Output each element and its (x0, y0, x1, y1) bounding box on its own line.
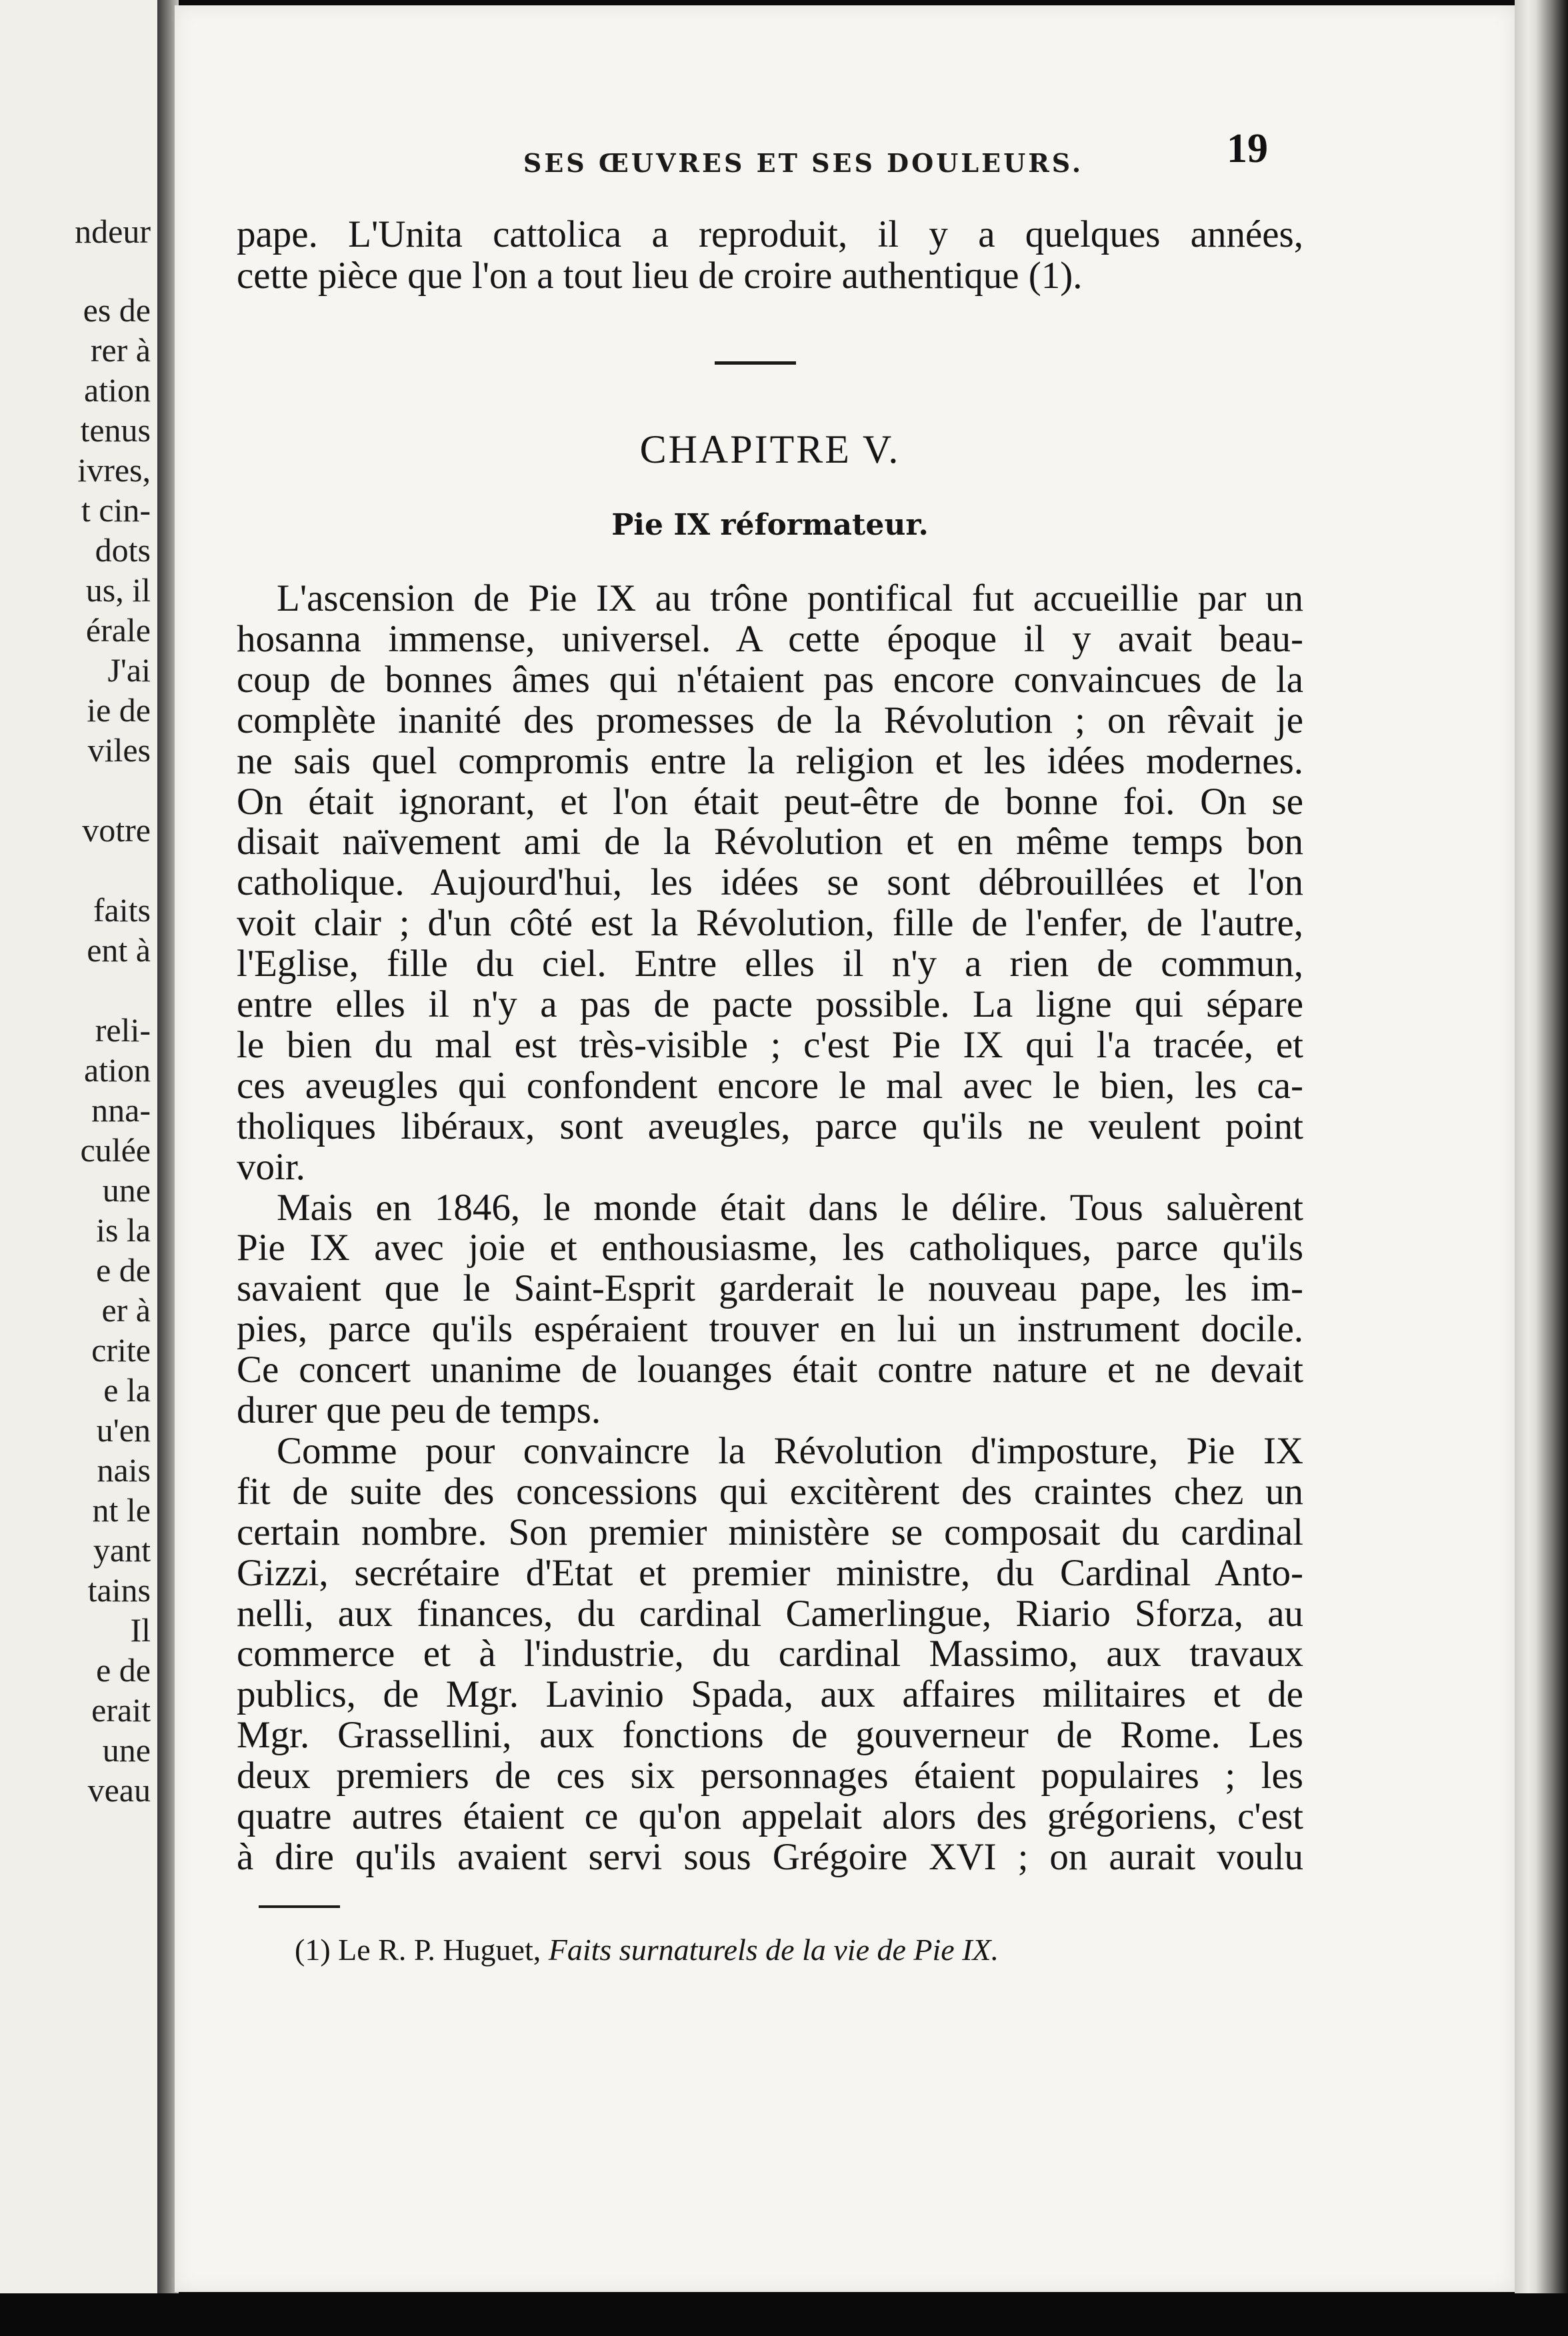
left-page-line: nais (97, 1451, 151, 1489)
left-page-line: e la (103, 1371, 151, 1409)
left-page-line: yant (93, 1531, 151, 1569)
section-divider (715, 361, 796, 365)
section-title: Pie IX réformateur. (611, 508, 929, 542)
left-page-line: une (102, 1171, 151, 1209)
text-line: deux premiers de ces six personnages étaient populaires ; les (237, 1755, 1303, 1797)
left-page-line: faits (93, 891, 151, 929)
left-page-line: nna- (91, 1091, 151, 1129)
text-line: voit clair ; d'un côté est la Révolution, fille de l'enfer, de l'autre, (237, 902, 1303, 944)
text-line: Mgr. Grassellini, aux fonctions de gouverneur de Rome. Les (237, 1714, 1303, 1756)
left-page-line: dots (95, 531, 151, 569)
left-page-line: er à (101, 1291, 151, 1329)
page-edge (1515, 0, 1568, 2336)
left-page-line: votre (82, 811, 151, 849)
text-line: quatre autres étaient ce qu'on appelait alors des grégoriens, c'est (237, 1795, 1303, 1837)
footnote-author: Le R. P. Huguet, (338, 1933, 541, 1967)
left-page-line: J'ai (107, 651, 151, 689)
left-page-line: us, il (85, 571, 151, 609)
left-page-line: ie de (87, 691, 151, 729)
left-page-line: e de (96, 1651, 151, 1689)
text-line: Gizzi, secrétaire d'Etat et premier ministre, du Cardinal Anto- (237, 1552, 1303, 1594)
left-page-fragment (0, 0, 160, 2293)
text-line: commerce et à l'industrie, du cardinal Massimo, aux travaux (237, 1633, 1303, 1675)
text-line: Pie IX avec joie et enthousiasme, les catholiques, parce qu'ils (237, 1227, 1303, 1269)
left-page-line: erait (91, 1691, 151, 1729)
left-page-line: is la (96, 1211, 151, 1249)
text-line: Comme pour convaincre la Révolution d'imposture, Pie IX (277, 1430, 1303, 1472)
left-page-line: Il (130, 1611, 151, 1649)
left-page-line: ivres, (77, 451, 151, 489)
text-line: Ce concert unanime de louanges était contre nature et ne devait (237, 1349, 1303, 1391)
text-line: pape. L'Unita cattolica a reproduit, il y a quelques années, (237, 213, 1303, 255)
text-line: L'ascension de Pie IX au trône pontifical fut accueillie par un (277, 577, 1303, 619)
text-line: fit de suite des concessions qui excitèrent des craintes chez un (237, 1471, 1303, 1513)
text-line: catholique. Aujourd'hui, les idées se sont débrouillées et l'on (237, 861, 1303, 903)
text-line: à dire qu'ils avaient servi sous Grégoire XVI ; on aurait voulu (237, 1836, 1303, 1878)
left-page-line: tains (87, 1571, 151, 1609)
page-number: 19 (1227, 126, 1268, 171)
left-page-line: ent à (87, 931, 151, 969)
chapter-title: CHAPITRE V. (639, 427, 901, 471)
left-page-line: nt le (92, 1491, 151, 1529)
footnote-work: Faits surnaturels de la vie de Pie IX. (548, 1933, 999, 1967)
text-line: savaient que le Saint-Esprit garderait le nouveau pape, les im- (237, 1267, 1303, 1309)
scan-border (0, 2293, 1568, 2336)
left-page-line: culée (80, 1131, 151, 1169)
text-line: Mais en 1846, le monde était dans le délire. Tous saluèrent (277, 1187, 1303, 1229)
text-line: pies, parce qu'ils espéraient trouver en lui un instrument docile. (237, 1308, 1303, 1350)
left-page-line: tenus (80, 411, 151, 449)
text-line: durer que peu de temps. (237, 1389, 601, 1431)
text-line: le bien du mal est très-visible ; c'est Pie IX qui l'a tracée, et (237, 1024, 1303, 1066)
left-page-line: une (102, 1731, 151, 1769)
text-line: l'Eglise, fille du ciel. Entre elles il n'y a rien de commun, (237, 943, 1303, 985)
text-line: ne sais quel compromis entre la religion et les idées modernes. (237, 740, 1303, 782)
text-line: ces aveugles qui confondent encore le mal avec le bien, les ca- (237, 1065, 1303, 1107)
left-page-line: e de (96, 1251, 151, 1289)
left-page-line: reli- (95, 1011, 151, 1049)
text-line: coup de bonnes âmes qui n'étaient pas encore convaincues de la (237, 659, 1303, 701)
left-page-line: veau (87, 1771, 151, 1809)
left-page-line: es de (83, 291, 151, 329)
left-page-line: u'en (96, 1411, 151, 1449)
text-line: nelli, aux finances, du cardinal Camerlingue, Riario Sforza, au (237, 1593, 1303, 1635)
footnote-divider (259, 1905, 340, 1908)
text-line: complète inanité des promesses de la Révolution ; on rêvait je (237, 699, 1303, 741)
left-page-line: ndeur (75, 213, 151, 250)
text-line: disait naïvement ami de la Révolution et en même temps bon (237, 821, 1303, 863)
text-line: publics, de Mgr. Lavinio Spada, aux affaires militaires et de (237, 1673, 1303, 1715)
footnote (295, 1932, 999, 1967)
text-line: entre elles il n'y a pas de pacte possible. La ligne qui sépare (237, 983, 1303, 1025)
text-line: On était ignorant, et l'on était peut-être de bonne foi. On se (237, 781, 1303, 823)
left-page-line: érale (85, 611, 151, 649)
left-page-line: crite (91, 1331, 151, 1369)
left-page-line: viles (87, 731, 151, 769)
text-line: voir. (237, 1146, 305, 1188)
left-page-line: rer à (90, 331, 151, 369)
running-head: SES ŒUVRES ET SES DOULEURS. (523, 148, 1084, 178)
text-line: hosanna immense, universel. A cette époque il y avait beau- (237, 618, 1303, 660)
text-line: tholiques libéraux, sont aveugles, parce qu'ils ne veulent point (237, 1105, 1303, 1147)
footnote-marker: (1) (295, 1933, 331, 1967)
left-page-line: t cin- (81, 491, 151, 529)
left-page-line: ation (84, 1051, 151, 1089)
left-page-line: ation (84, 371, 151, 409)
text-line: cette pièce que l'on a tout lieu de croire authentique (1). (237, 255, 1083, 297)
text-line: certain nombre. Son premier ministère se composait du cardinal (237, 1511, 1303, 1553)
